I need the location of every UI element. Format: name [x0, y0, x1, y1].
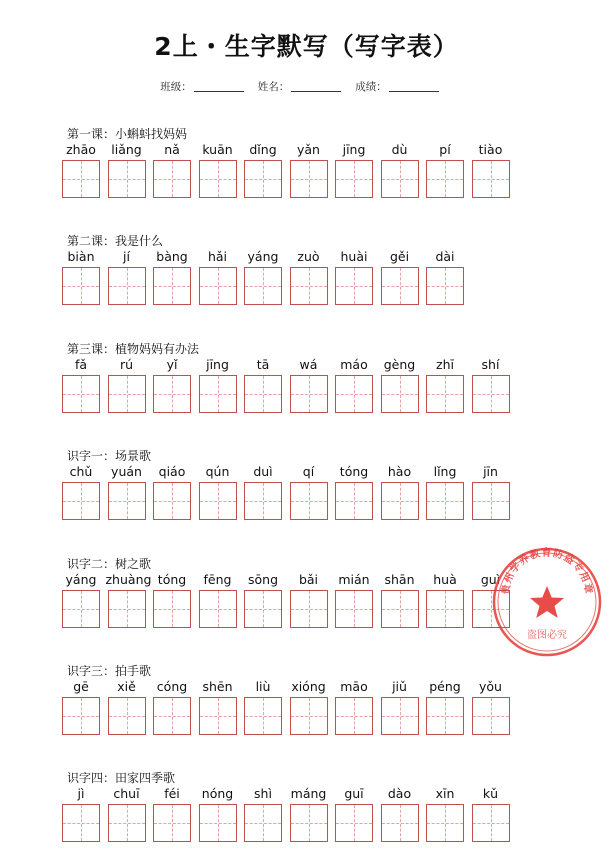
pinyin-label: tiào: [478, 142, 503, 157]
pinyin-label: pí: [439, 142, 451, 157]
writing-grid-box: [335, 804, 373, 842]
writing-grid-box: [62, 482, 100, 520]
pinyin-label: guì: [480, 572, 501, 587]
writing-grid-box: [290, 804, 328, 842]
pinyin-label: shì: [254, 786, 272, 801]
writing-grid-box: [290, 375, 328, 413]
pinyin-label: jí: [123, 249, 130, 264]
lesson-title: 第一课：小蝌蚪找妈妈: [67, 127, 188, 141]
class-label: 班级：: [160, 81, 192, 93]
pinyin-label: cóng: [156, 679, 188, 694]
writing-grid-box: [472, 697, 510, 735]
score-blank: [389, 82, 439, 92]
star-icon: [530, 586, 564, 618]
class-blank: [194, 82, 244, 92]
pinyin-label: bàng: [156, 249, 188, 264]
writing-grid-box: [199, 804, 237, 842]
writing-grid-box: [244, 160, 282, 198]
writing-grid-box: [108, 697, 146, 735]
student-info-line: [0, 79, 613, 94]
writing-grid-box: [62, 375, 100, 413]
pinyin-label: yǎn: [297, 142, 320, 157]
pinyin-label: péng: [429, 679, 461, 694]
writing-grid-box: [153, 804, 191, 842]
lesson-title: 第二课：我是什么: [67, 234, 164, 248]
writing-grid-box: [153, 375, 191, 413]
writing-grid-box: [335, 267, 373, 305]
pinyin-label: jiǔ: [392, 679, 407, 694]
writing-grid-box: [108, 160, 146, 198]
writing-grid-box: [335, 590, 373, 628]
name-label: 姓名：: [257, 81, 290, 93]
pinyin-label: yǐ: [166, 357, 178, 372]
pinyin-label: duì: [253, 464, 273, 479]
pinyin-label: chuī: [113, 786, 140, 801]
pinyin-label: kuān: [202, 142, 233, 157]
pinyin-label: hào: [387, 464, 412, 479]
writing-grid-box: [426, 590, 464, 628]
writing-grid-box: [381, 697, 419, 735]
pinyin-label: jīn: [483, 464, 498, 479]
pinyin-label: tā: [256, 357, 270, 372]
pinyin-label: fēng: [203, 572, 232, 587]
writing-grid-box: [244, 267, 282, 305]
pinyin-label: rú: [119, 357, 134, 372]
writing-grid-box: [62, 267, 100, 305]
writing-grid-box: [62, 160, 100, 198]
writing-grid-box: [62, 590, 100, 628]
writing-grid-box: [335, 697, 373, 735]
pinyin-label: féi: [164, 786, 180, 801]
pinyin-label: yáng: [65, 572, 97, 587]
pinyin-label: dào: [387, 786, 412, 801]
writing-grid-box: [381, 375, 419, 413]
writing-grid-box: [426, 697, 464, 735]
writing-grid-box: [108, 590, 146, 628]
writing-grid-box: [62, 804, 100, 842]
writing-grid-box: [290, 482, 328, 520]
writing-grid-box: [335, 375, 373, 413]
pinyin-label: chǔ: [69, 464, 93, 479]
writing-grid-box: [199, 375, 237, 413]
lesson-title: 识字四：田家四季歌: [67, 771, 176, 785]
pinyin-label: mián: [338, 572, 370, 587]
pinyin-label: zhāo: [66, 142, 96, 157]
writing-grid-box: [108, 267, 146, 305]
writing-grid-box: [381, 804, 419, 842]
pinyin-label: jì: [77, 786, 85, 801]
writing-grid-box: [108, 375, 146, 413]
writing-grid-box: [472, 375, 510, 413]
pinyin-label: māo: [340, 679, 368, 694]
writing-grid-box: [244, 590, 282, 628]
pinyin-label: hǎi: [207, 249, 228, 264]
writing-grid-box: [153, 697, 191, 735]
pinyin-label: gèng: [383, 357, 416, 372]
writing-grid-box: [153, 590, 191, 628]
pinyin-label: shēn: [202, 679, 233, 694]
writing-grid-box: [199, 267, 237, 305]
pinyin-label: tóng: [157, 572, 187, 587]
pinyin-label: huài: [340, 249, 368, 264]
pinyin-label: fǎ: [74, 357, 88, 372]
writing-grid-box: [472, 482, 510, 520]
pinyin-label: liù: [255, 679, 271, 694]
pinyin-label: gē: [73, 679, 89, 694]
writing-grid-box: [244, 375, 282, 413]
pinyin-label: zhī: [436, 357, 454, 372]
lesson-title: 识字三：拍手歌: [67, 664, 152, 678]
pinyin-label: zuò: [297, 249, 320, 264]
lesson-title: 识字二：树之歌: [67, 557, 152, 571]
writing-grid-box: [472, 160, 510, 198]
writing-grid-box: [290, 160, 328, 198]
pinyin-label: yuán: [111, 464, 142, 479]
writing-grid-box: [335, 160, 373, 198]
pinyin-label: máng: [290, 786, 327, 801]
writing-grid-box: [290, 697, 328, 735]
pinyin-label: xiě: [117, 679, 136, 694]
writing-grid-box: [153, 267, 191, 305]
pinyin-label: gěi: [389, 249, 410, 264]
writing-grid-box: [381, 160, 419, 198]
writing-grid-box: [244, 482, 282, 520]
pinyin-label: yáng: [247, 249, 279, 264]
writing-grid-box: [335, 482, 373, 520]
pinyin-label: wá: [299, 357, 318, 372]
pinyin-label: zhuàng: [105, 572, 152, 587]
pinyin-label: biàn: [67, 249, 95, 264]
pinyin-label: yǒu: [479, 679, 502, 694]
pinyin-label: lǐng: [433, 464, 457, 479]
writing-grid-box: [108, 804, 146, 842]
pinyin-label: liǎng: [111, 142, 142, 157]
writing-grid-box: [290, 590, 328, 628]
pinyin-label: shí: [481, 357, 500, 372]
writing-grid-box: [244, 804, 282, 842]
pinyin-label: máo: [340, 357, 368, 372]
stamp-bottom-text: 盗图必究: [527, 630, 567, 641]
writing-grid-box: [426, 375, 464, 413]
pinyin-label: qí: [302, 464, 315, 479]
writing-grid-box: [426, 267, 464, 305]
pinyin-label: xióng: [291, 679, 326, 694]
pinyin-label: xīn: [435, 786, 455, 801]
pinyin-label: dài: [435, 249, 455, 264]
stamp-ring-text: 贵州学养教育防盗专用章: [500, 547, 594, 596]
writing-grid-box: [199, 697, 237, 735]
pinyin-label: shān: [384, 572, 415, 587]
writing-grid-box: [381, 590, 419, 628]
writing-grid-box: [108, 482, 146, 520]
writing-grid-box: [472, 804, 510, 842]
writing-grid-box: [381, 267, 419, 305]
writing-grid-box: [62, 697, 100, 735]
pinyin-label: guī: [344, 786, 364, 801]
pinyin-label: bǎi: [298, 572, 319, 587]
writing-grid-box: [426, 482, 464, 520]
pinyin-label: dǐng: [249, 142, 277, 157]
writing-grid-box: [290, 267, 328, 305]
page-title: 2上・生字默写（写字表）: [154, 32, 459, 61]
pinyin-label: tóng: [339, 464, 369, 479]
writing-grid-box: [199, 482, 237, 520]
lesson-title: 第三课：植物妈妈有办法: [67, 342, 200, 356]
pinyin-label: nǎ: [164, 142, 180, 157]
anti-piracy-stamp: [491, 546, 603, 658]
score-label: 成绩：: [355, 81, 387, 93]
pinyin-label: jīng: [206, 357, 229, 372]
writing-grid-box: [426, 804, 464, 842]
pinyin-label: kǔ: [482, 786, 499, 801]
pinyin-label: qiáo: [158, 464, 186, 479]
pinyin-label: jīng: [342, 142, 366, 157]
writing-grid-box: [153, 482, 191, 520]
writing-grid-box: [426, 160, 464, 198]
pinyin-label: huà: [433, 572, 457, 587]
writing-grid-box: [199, 160, 237, 198]
writing-grid-box: [244, 697, 282, 735]
pinyin-label: dù: [391, 142, 408, 157]
writing-grid-box: [199, 590, 237, 628]
lesson-title: 识字一：场景歌: [67, 449, 152, 463]
writing-grid-box: [381, 482, 419, 520]
writing-grid-box: [153, 160, 191, 198]
pinyin-label: nóng: [201, 786, 234, 801]
pinyin-label: qún: [205, 464, 230, 479]
pinyin-label: sōng: [247, 572, 279, 587]
name-blank: [291, 82, 341, 92]
